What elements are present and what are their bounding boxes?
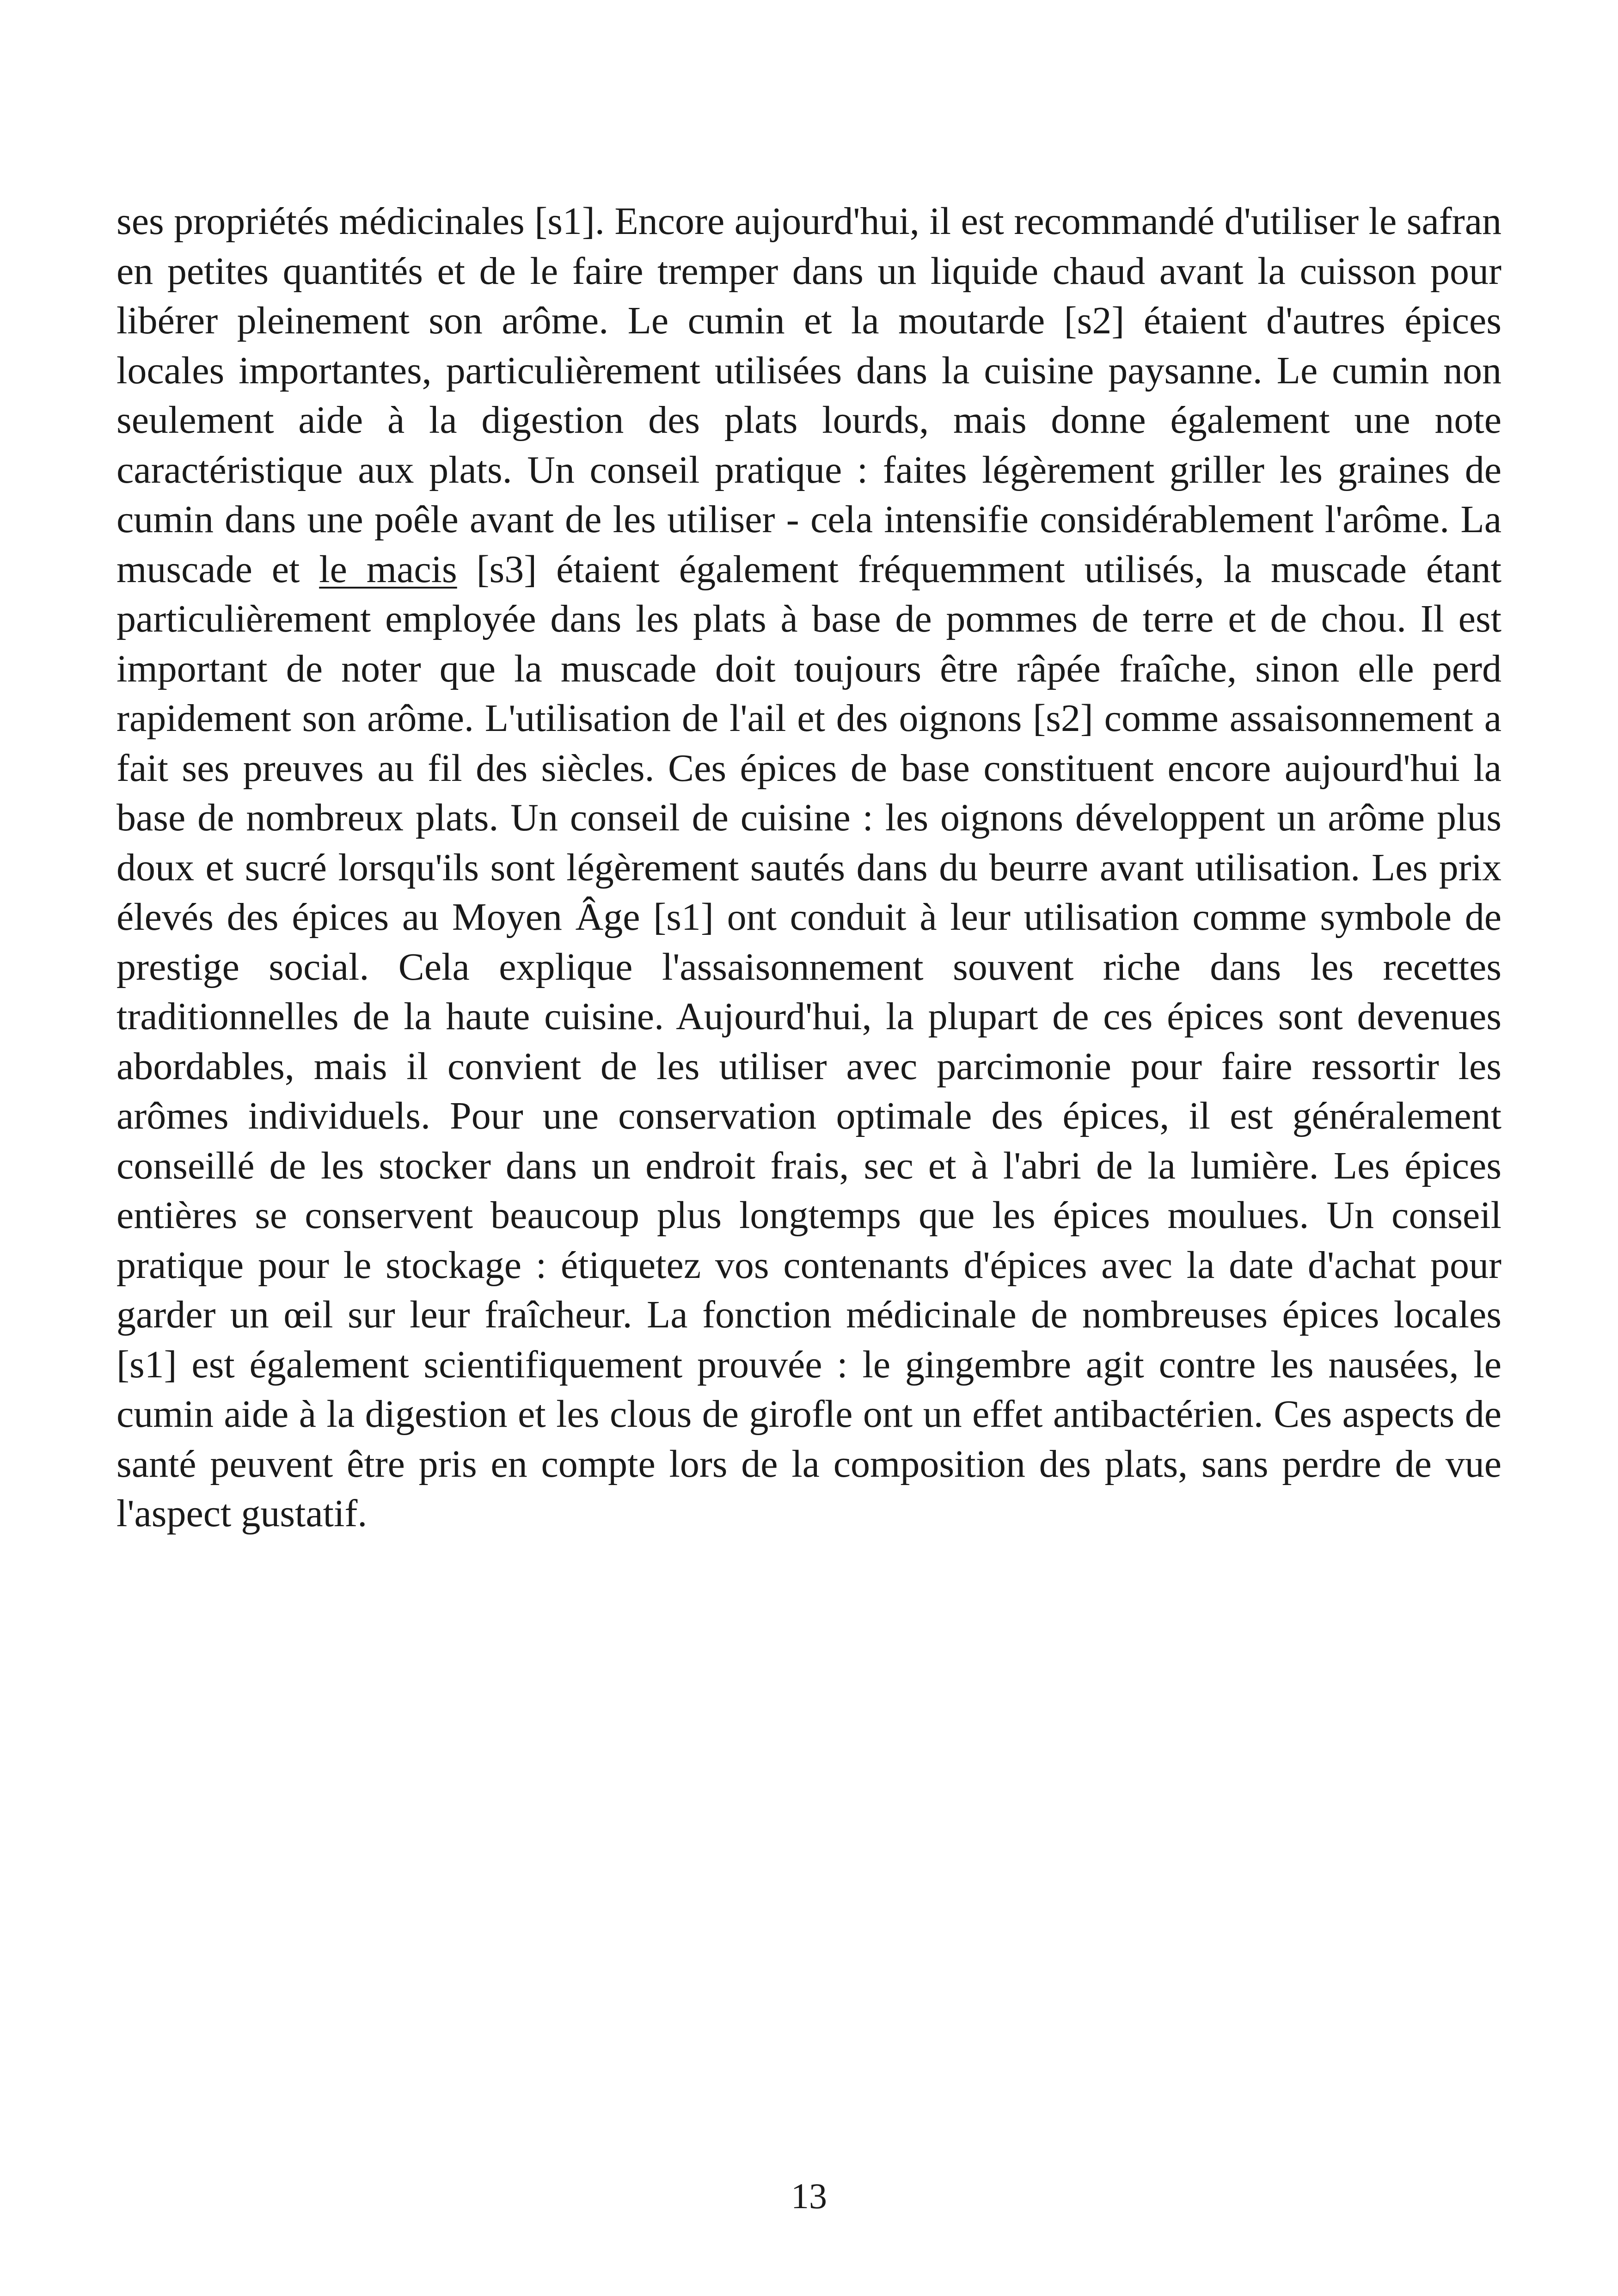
paragraph-text-part-1: ses propriétés médicinales [s1]. Encore aujourd'hui, il est recommandé d'utiliser le safran en petites quantités et de le faire tremper dans un liquide chaud avant la cuisson pour libérer pleinement son arôme. Le cumin et la moutarde [s2] étaient d'autres épices locales importantes, particulièrement utilisées dans la cuisine paysanne. Le cumin non seulement aide à la digestion des plats lourds, mais donne également une note caractéristique aux plats. Un conseil pratique : faites légèrement griller les graines de cumin dans une poêle avant de les utiliser - cela intensifie considérablement l'arôme. La muscade et xyxy=(116,200,1502,591)
underlined-term-macis: le macis xyxy=(319,547,457,591)
page-number: 13 xyxy=(791,2176,827,2216)
body-paragraph xyxy=(116,196,1502,1539)
paragraph-text-part-2: [s3] étaient également fréquemment utilisés, la muscade étant particulièrement employée dans les plats à base de pommes de terre et de chou. Il est important de noter que la muscade doit toujours être râpée fraîche, sinon elle perd rapidement son arôme. L'utilisation de l'ail et des oignons [s2] comme assaisonnement a fait ses preuves au fil des siècles. Ces épices de base constituent encore aujourd'hui la base de nombreux plats. Un conseil de cuisine : les oignons développent un arôme plus doux et sucré lorsqu'ils sont légèrement sautés dans du beurre avant utilisation. Les prix élevés des épices au Moyen Âge [s1] ont conduit à leur utilisation comme symbole de prestige social. Cela explique l'assaisonnement souvent riche dans les recettes traditionnelles de la haute cuisine. Aujourd'hui, la plupart de ces épices sont devenues abordables, mais il convient de les utiliser avec parcimonie pour faire ressortir les arômes individuels. Pour une conservation optimale des épices, il est généralement conseillé de les stocker dans un endroit frais, sec et à l'abri de la lumière. Les épices entières se conservent beaucoup plus longtemps que les épices moulues. Un conseil pratique pour le stockage : étiquetez vos contenants d'épices avec la date d'achat pour garder un œil sur leur fraîcheur. La fonction médicinale de nombreuses épices locales [s1] est également scientifiquement prouvée : le gingembre agit contre les nausées, le cumin aide à la digestion et les clous de girofle ont un effet antibactérien. Ces aspects de santé peuvent être pris en compte lors de la composition des plats, sans perdre de vue l'aspect gustatif. xyxy=(116,547,1502,1535)
